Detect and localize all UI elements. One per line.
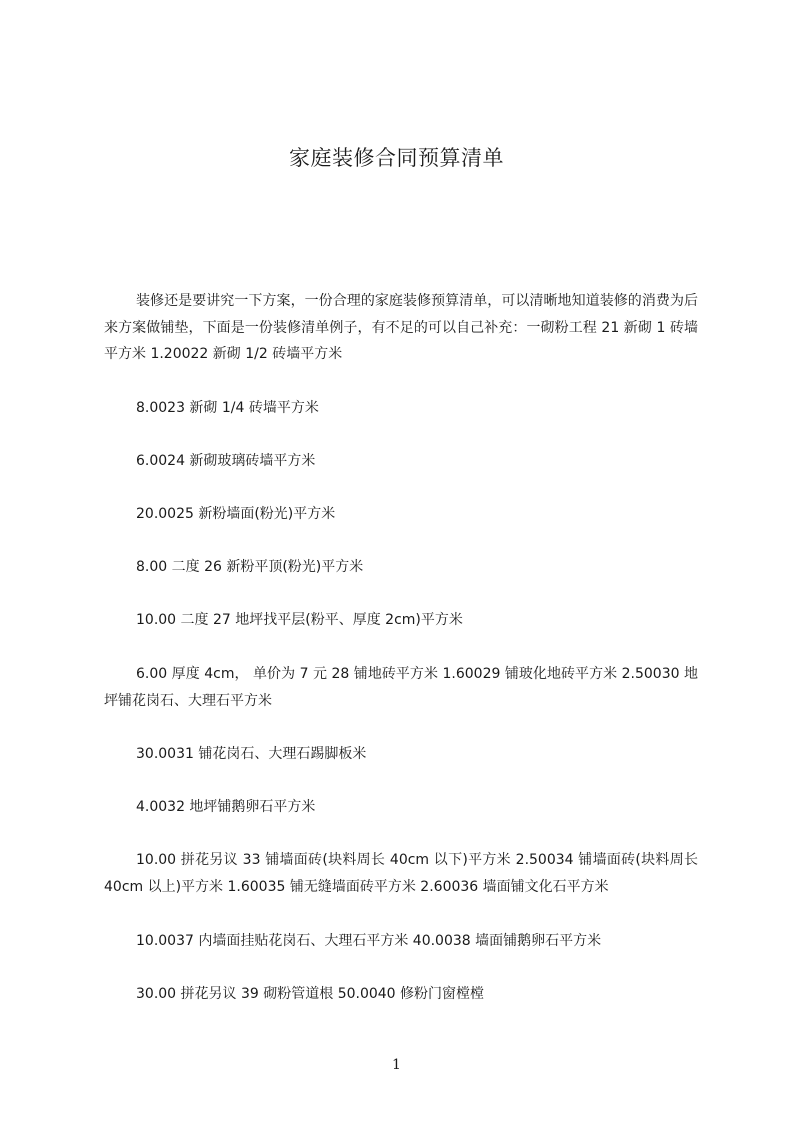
- paragraph-item: 8.00 二度 26 新粉平顶(粉光)平方米: [136, 559, 364, 575]
- paragraph-item: 30.0031 铺花岗石、大理石踢脚板米: [136, 746, 367, 762]
- paragraph-item: 30.00 拼花另议 39 砌粉管道根 50.0040 修粉门窗樘樘: [136, 986, 485, 1002]
- paragraph-item: 10.0037 内墙面挂贴花岗石、大理石平方米 40.0038 墙面铺鹅卵石平方米: [136, 933, 602, 949]
- paragraph-item: 6.00 厚度 4cm， 单价为 7 元 28 铺地砖平方米 1.60029 铺玻化地砖平方米 2.50030 地坪铺花岗石、大理石平方米: [104, 666, 698, 709]
- paragraph-item: 10.00 拼花另议 33 铺墙面砖(块料周长 40cm 以下)平方米 2.50034 铺墙面砖(块料周长 40cm 以上)平方米 1.60035 铺无缝墙面砖平方米 2.60036 墙面铺文化石平方米: [104, 852, 698, 895]
- paragraph-intro: 装修还是要讲究一下方案，一份合理的家庭装修预算清单，可以清晰地知道装修的消费为后来方案做铺垫，下面是一份装修清单例子，有不足的可以自己补充：一砌粉工程 21 新砌 1 砖墙平方米 1.20022 新砌 1/2 砖墙平方米: [104, 293, 698, 362]
- page-title: 家庭装修合同预算清单: [289, 146, 504, 170]
- paragraph-item: 8.0023 新砌 1/4 砖墙平方米: [136, 400, 319, 416]
- paragraph-item: 4.0032 地坪铺鹅卵石平方米: [136, 799, 316, 815]
- page-number: 1: [392, 1057, 401, 1073]
- paragraph-item: 6.0024 新砌玻璃砖墙平方米: [136, 453, 316, 469]
- paragraph-item: 10.00 二度 27 地坪找平层(粉平、厚度 2cm)平方米: [136, 612, 463, 628]
- paragraph-item: 20.0025 新粉墙面(粉光)平方米: [136, 506, 336, 522]
